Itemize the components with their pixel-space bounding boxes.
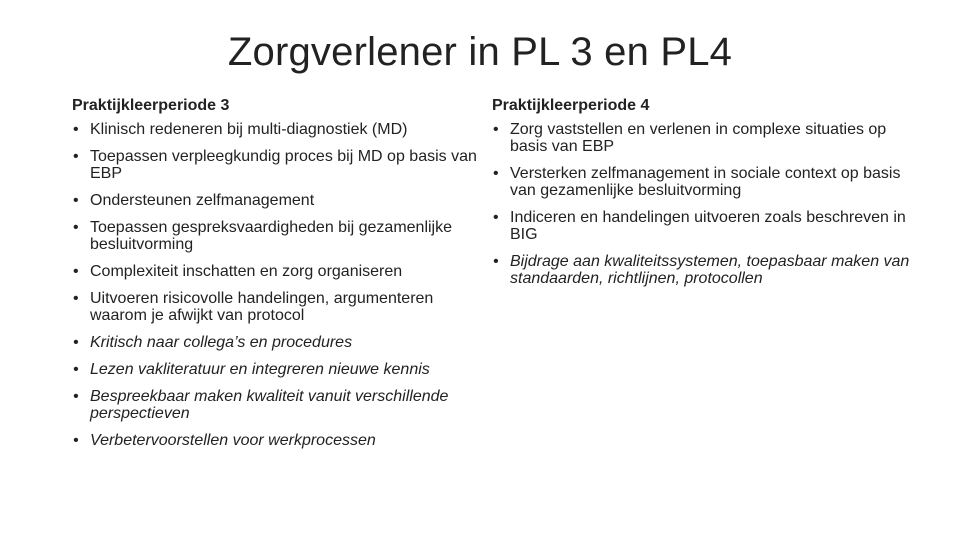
column-pl3 (72, 96, 482, 459)
slide-title: Zorgverlener in PL 3 en PL4 (227, 30, 733, 74)
list-item: • Bijdrage aan kwaliteitssystemen, toepasbaar maken van standaarden, richtlijnen, protocollen (492, 253, 912, 287)
list-item: • Bespreekbaar maken kwaliteit vanuit verschillende perspectieven (72, 388, 482, 422)
bullet-list-pl3 (72, 121, 482, 449)
list-item: • Uitvoeren risicovolle handelingen, argumenteren waarom je afwijkt van protocol (72, 290, 482, 324)
list-item: • Versterken zelfmanagement in sociale context op basis van gezamenlijke besluitvorming (492, 165, 912, 199)
column-pl4 (492, 96, 912, 297)
list-item: • Lezen vakliteratuur en integreren nieuwe kennis (72, 361, 482, 378)
list-item: • Toepassen gespreksvaardigheden bij gezamenlijke besluitvorming (72, 219, 482, 253)
list-item: • Ondersteunen zelfmanagement (72, 192, 482, 209)
list-item: • Klinisch redeneren bij multi-diagnostiek (MD) (72, 121, 482, 138)
column-heading-pl4: Praktijkleerperiode 4 (492, 97, 650, 114)
column-heading-pl3: Praktijkleerperiode 3 (72, 97, 230, 114)
list-item: • Kritisch naar collega’s en procedures (72, 334, 482, 351)
list-item: • Complexiteit inschatten en zorg organiseren (72, 263, 482, 280)
list-item: • Zorg vaststellen en verlenen in complexe situaties op basis van EBP (492, 121, 912, 155)
list-item: • Verbetervoorstellen voor werkprocessen (72, 432, 482, 449)
list-item: • Indiceren en handelingen uitvoeren zoals beschreven in BIG (492, 209, 912, 243)
bullet-list-pl4 (492, 121, 912, 287)
list-item: • Toepassen verpleegkundig proces bij MD op basis van EBP (72, 148, 482, 182)
